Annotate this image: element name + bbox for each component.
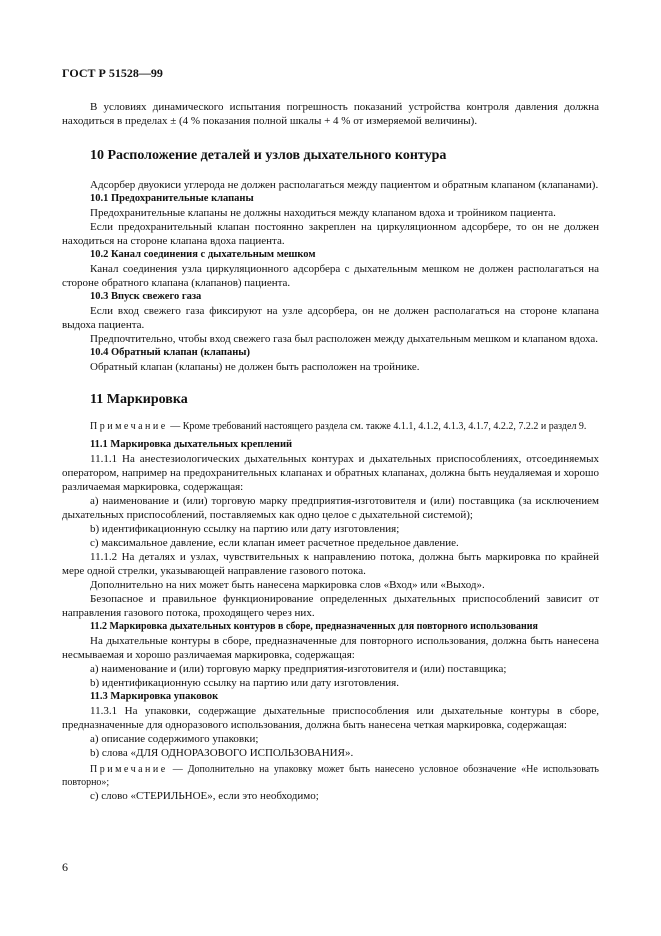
note-1-label: Примечание [90,421,168,432]
note-2-text: — Дополнительно на упаковку может быть нанесено условное обозначение «Не использовать повторно»; [62,764,599,788]
paragraph: Если вход свежего газа фиксируют на узле адсорбера, он не должен располагаться на стороне клапана выдоха пациента. [62,305,599,331]
document-code: ГОСТ Р 51528—99 [62,66,163,80]
list-item: с) слово «СТЕРИЛЬНОЕ», если это необходимо; [90,790,319,802]
list-item: а) описание содержимого упаковки; [90,733,259,745]
subsection-11-2-title: 11.2 Маркировка дыхательных контуров в сборе, предназначенных для повторного использования [90,621,538,632]
paragraph: Предохранительные клапаны не должны находиться между клапаном вдоха и тройником пациента. [90,207,556,219]
list-item: b) слова «ДЛЯ ОДНОРАЗОВОГО ИСПОЛЬЗОВАНИЯ». [90,747,354,759]
list-item: с) максимальное давление, если клапан имеет расчетное предельное давление. [90,537,459,549]
paragraph: 11.1.2 На деталях и узлах, чувствительных к направлению потока, должна быть маркировка по крайней мере одной стрелки, указывающей направление газового потока. [62,551,599,577]
list-item: а) наименование и (или) торговую марку предприятия-изготовителя и (или) поставщика; [90,663,507,675]
subsection-10-2-title: 10.2 Канал соединения с дыхательным мешком [90,249,316,260]
paragraph: Предпочтительно, чтобы вход свежего газа был расположен между дыхательным мешком и клапаном вдоха. [90,333,599,345]
paragraph: Адсорбер двуокиси углерода не должен располагаться между пациентом и обратным клапаном (клапанами). [90,179,599,191]
paragraph: Дополнительно на них может быть нанесена маркировка слов «Вход» или «Выход». [90,579,485,591]
intro-paragraph: В условиях динамического испытания погрешность показаний устройства контроля давления должна находиться в пределах ± (4 % показания полной шкалы + 4 % от измеряемой величины). [62,101,599,127]
paragraph: 11.3.1 На упаковки, содержащие дыхательные приспособления или дыхательные контуры в сборе, предназначенные для одноразового использования, должна быть нанесена четкая маркировка, содержащая: [62,705,599,731]
paragraph: Обратный клапан (клапаны) не должен быть расположен на тройнике. [90,361,420,373]
subsection-10-1-title: 10.1 Предохранительные клапаны [90,193,254,204]
page-number: 6 [62,860,68,874]
subsection-11-1-title: 11.1 Маркировка дыхательных креплений [90,439,293,450]
subsection-10-3-title: 10.3 Впуск свежего газа [90,291,202,302]
paragraph: 11.1.1 На анестезиологических дыхательных контурах и дыхательных приспособлениях, отсоединяемых оператором, например на предохранительных клапанах и обратных клапанах, должна быть неудаляемая и хорошо различаемая маркировка, содержащая: [62,453,599,493]
note-1 [62,420,599,433]
paragraph: Канал соединения узла циркуляционного адсорбера с дыхательным мешком не должен располагаться на стороне обратного клапана (клапанов) пациента. [62,263,599,289]
paragraph: На дыхательные контуры в сборе, предназначенные для повторного использования, должна быть нанесена несмываемая и хорошо различаемая маркировка, содержащая: [62,635,599,661]
list-item: а) наименование и (или) торговую марку предприятия-изготовителя и (или) поставщика (за исключением дыхательных приспособлений, поставляемых как одно целое с дыхательной системой); [62,495,599,521]
note-1-text: — Кроме требований настоящего раздела см. также 4.1.1, 4.1.2, 4.1.3, 4.1.7, 4.2.2, 7.2.2 и раздел 9. [167,421,587,432]
subsection-10-4-title: 10.4 Обратный клапан (клапаны) [90,347,250,358]
list-item: b) идентификационную ссылку на партию или дату изготовления. [90,677,399,689]
section-10-title: 10 Расположение деталей и узлов дыхательного контура [90,148,447,163]
section-11-title: 11 Маркировка [90,392,188,407]
subsection-11-3-title: 11.3 Маркировка упаковок [90,691,219,702]
list-item: b) идентификационную ссылку на партию или дату изготовления; [90,523,400,535]
document-body [62,100,599,803]
note-2 [62,763,599,789]
paragraph: Если предохранительный клапан постоянно закреплен на циркуляционном адсорбере, то он не должен находиться на стороне клапана вдоха пациента. [62,221,599,247]
note-2-label: Примечание [90,764,168,775]
paragraph: Безопасное и правильное функционирование определенных дыхательных приспособлений зависит от направления газового потока, проходящего через них. [62,593,599,619]
